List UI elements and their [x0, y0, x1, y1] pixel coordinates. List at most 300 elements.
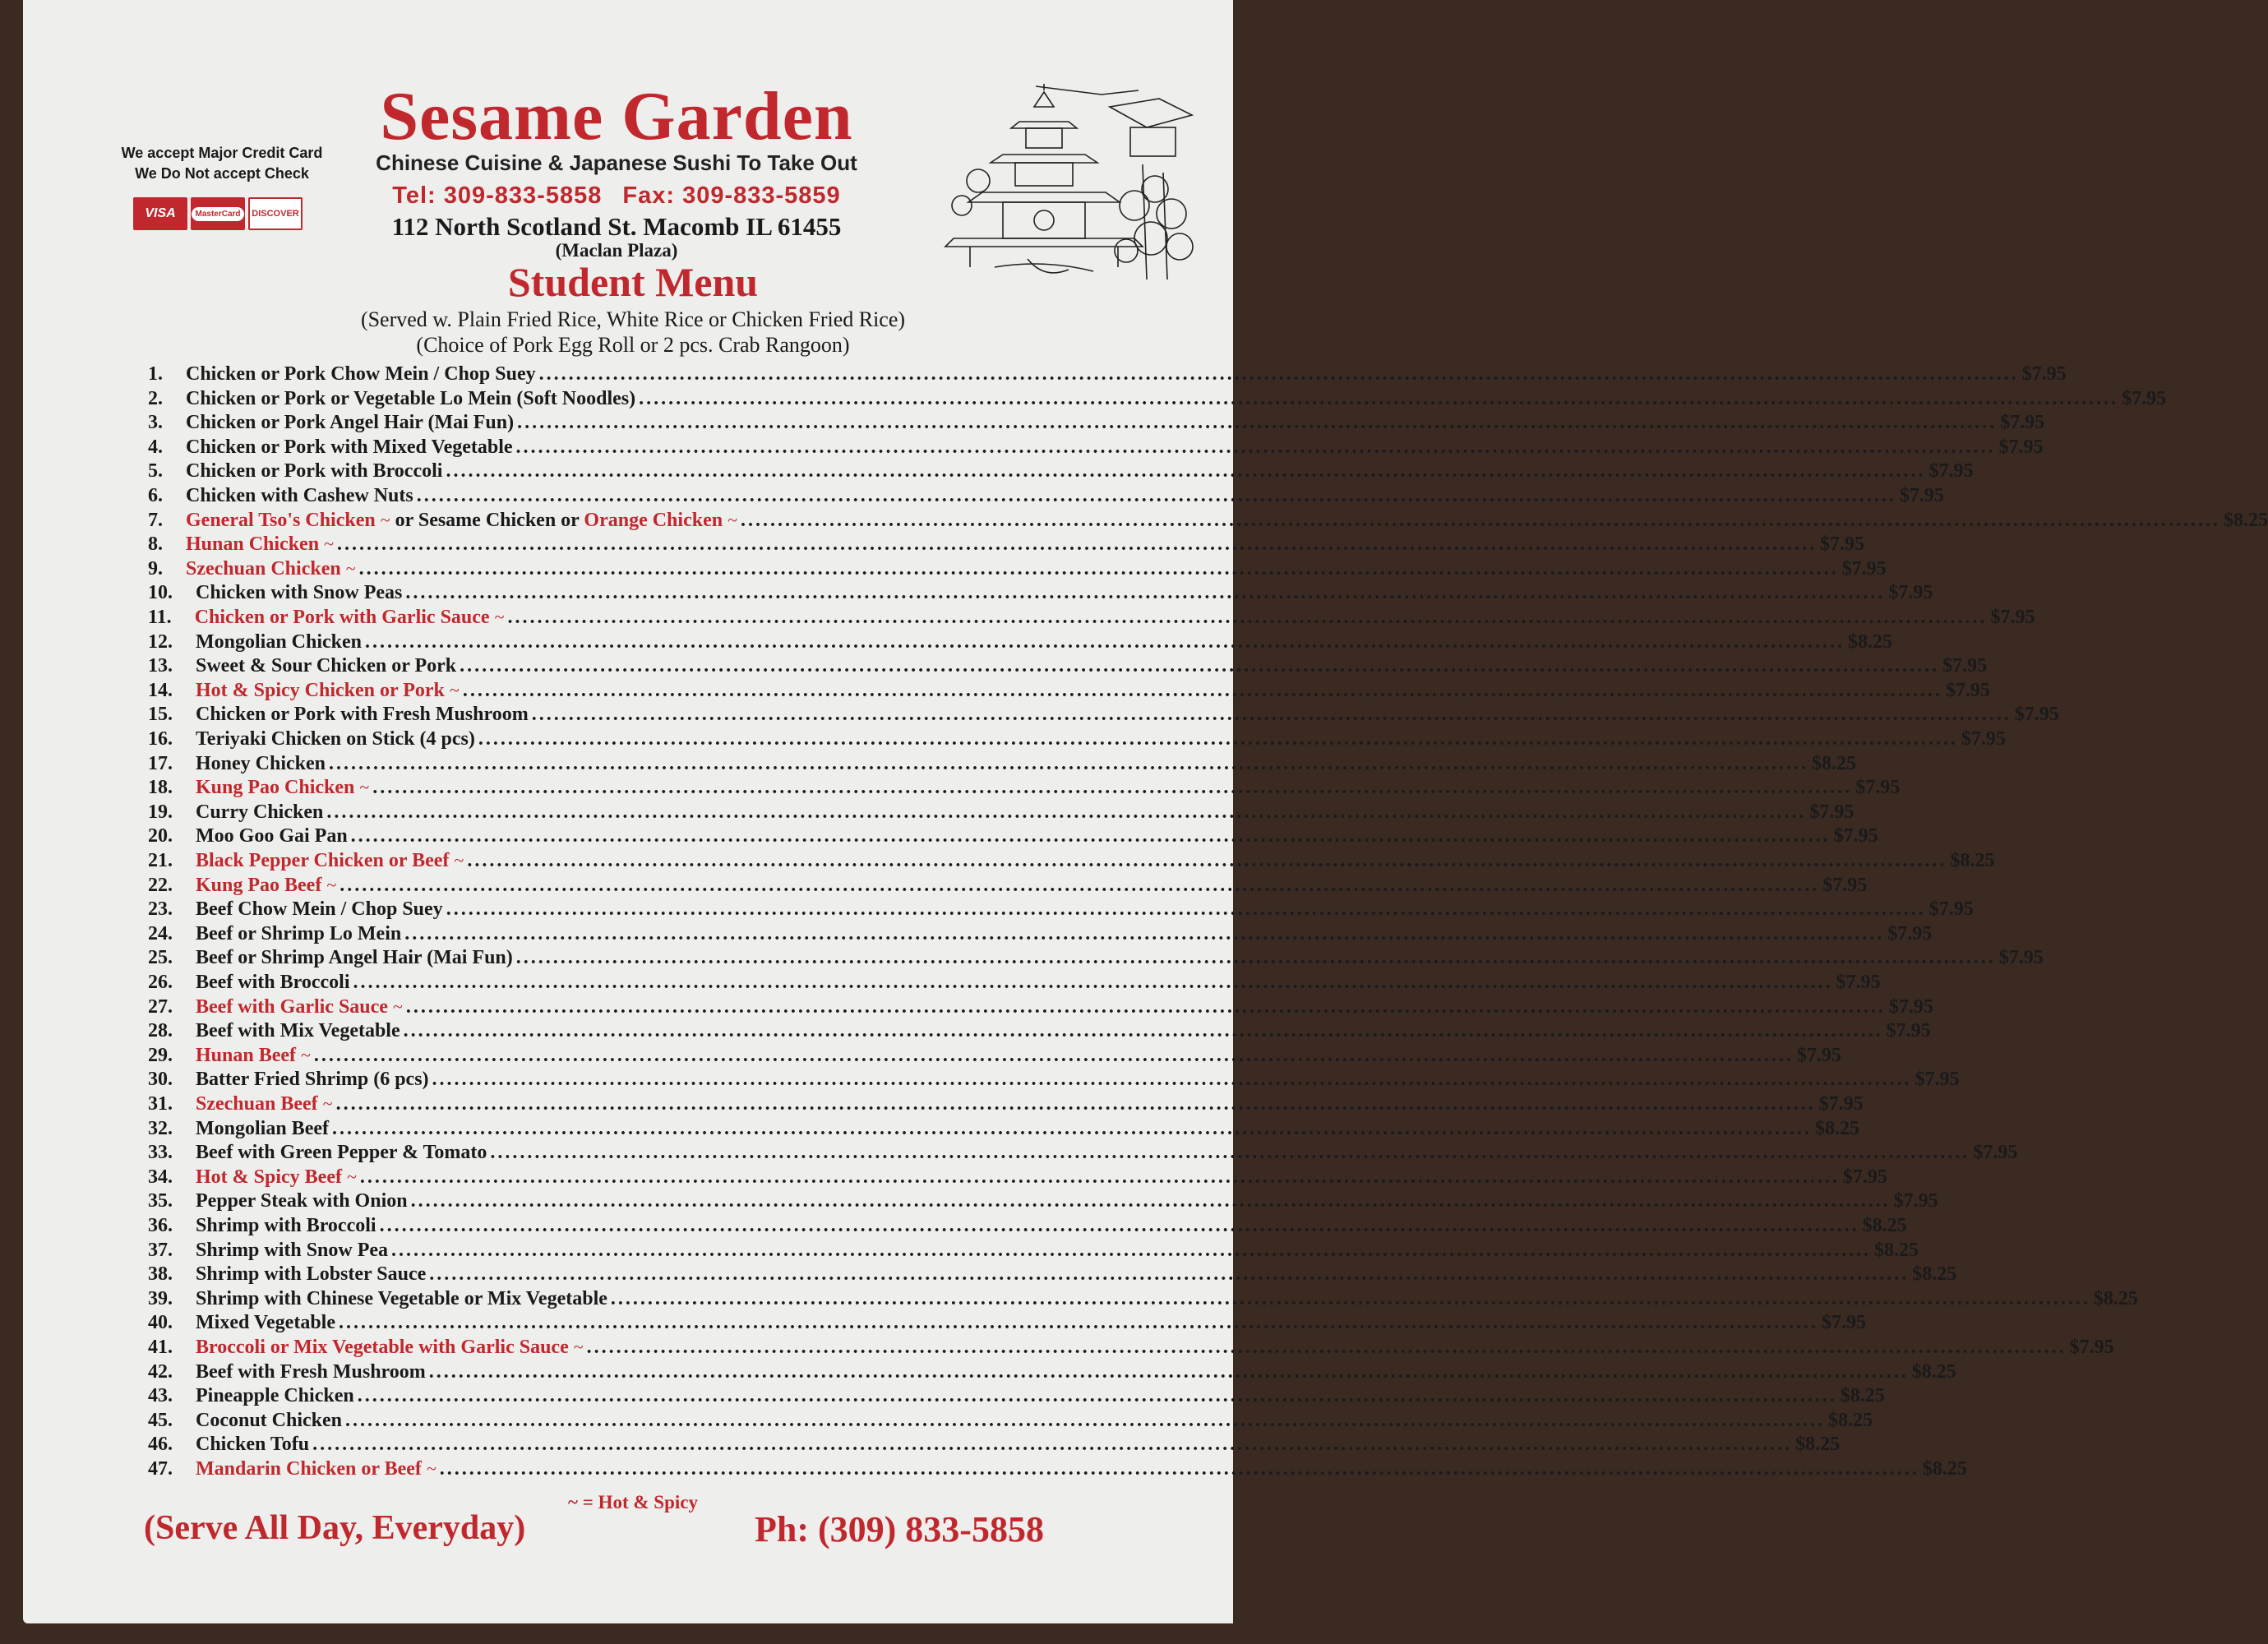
item-price: $7.95 — [1998, 947, 2044, 969]
item-number: 33. — [148, 1142, 173, 1164]
item-price: $7.95 — [1819, 533, 1864, 556]
leader-dots: ........................................................................................................................................................................................................ — [460, 655, 1940, 677]
credit-card-note: We accept Major Credit Card — [121, 145, 323, 161]
item-name-part: Kung Pao Beef — [196, 874, 322, 896]
menu-item — [148, 1409, 1873, 1434]
item-name-part: Chicken or Pork or Vegetable Lo Mein (Soft Noodles) — [186, 387, 636, 409]
menu-item — [148, 704, 2059, 728]
hot-spicy-icon: ~ — [392, 995, 403, 1017]
item-number: 14. — [148, 679, 173, 701]
item-price: $7.95 — [1855, 777, 1901, 799]
item-number: 3. — [148, 412, 163, 434]
leader-dots: ........................................................................................................................................................................................................ — [353, 972, 1833, 993]
item-name-part: or Sesame Chicken or — [390, 509, 584, 531]
item-name-part: Shrimp with Lobster Sauce — [196, 1263, 427, 1286]
menu-title: Student Menu — [507, 259, 759, 305]
item-name-part: Honey Chicken — [196, 752, 326, 774]
item-name-part: Black Pepper Chicken or Beef — [196, 850, 450, 871]
item-price: $7.95 — [1886, 1020, 1931, 1042]
item-number: 17. — [148, 752, 173, 774]
item-name-part: Beef or Shrimp Lo Mein — [196, 922, 402, 944]
item-number: 30. — [148, 1069, 173, 1091]
item-name — [196, 898, 443, 921]
leader-dots: ........................................................................................................................................................................................................ — [372, 777, 1853, 799]
leader-dots: ........................................................................................................................................................................................................ — [610, 1287, 2090, 1309]
menu-item — [148, 387, 2167, 413]
item-name-part: Curry Chicken — [196, 801, 324, 823]
leader-dots: ........................................................................................................................................................................................................ — [478, 728, 1958, 750]
hot-spicy-icon: ~ — [454, 850, 464, 870]
item-number: 16. — [148, 728, 173, 750]
item-number: 46. — [148, 1434, 173, 1456]
item-number: 13. — [148, 655, 173, 677]
leader-dots: ........................................................................................................................................................................................................ — [507, 607, 1988, 628]
leader-dots: ........................................................................................................................................................................................................ — [405, 582, 1886, 604]
menu-item — [148, 1287, 2138, 1313]
leader-dots: ........................................................................................................................................................................................................ — [335, 1093, 1816, 1115]
menu-item — [148, 1190, 1938, 1215]
item-price: $8.25 — [1922, 1458, 1967, 1480]
item-number: 6. — [148, 485, 163, 506]
menu-item — [148, 972, 1881, 996]
item-number: 12. — [148, 630, 173, 653]
item-name — [196, 875, 336, 897]
menu-item — [148, 485, 1944, 510]
check-note: We Do Not accept Check — [135, 165, 309, 182]
item-name-part: Beef or Shrimp Angel Hair (Mai Fun) — [196, 947, 513, 969]
plaza-name: (Maclan Plaza) — [555, 240, 678, 261]
item-name — [196, 728, 475, 750]
item-number: 34. — [148, 1166, 173, 1188]
item-name — [196, 825, 348, 847]
item-price: $7.95 — [1990, 607, 2035, 628]
menu-item — [148, 1337, 2114, 1361]
item-name — [196, 1020, 400, 1042]
leader-dots: ........................................................................................................................................................................................................ — [403, 1020, 1883, 1042]
footer-phone: Ph: (309) 833-5858 — [755, 1509, 1044, 1549]
item-price: $7.95 — [1809, 801, 1855, 823]
item-name — [196, 801, 323, 824]
item-name — [196, 1434, 309, 1456]
leader-dots: ........................................................................................................................................................................................................ — [515, 947, 1996, 969]
item-number: 25. — [148, 947, 173, 969]
item-name-part: Chicken or Pork with Mixed Vegetable — [186, 436, 513, 458]
item-name — [186, 558, 356, 580]
item-price: $8.25 — [1812, 752, 1857, 774]
restaurant-name: Sesame Garden — [380, 78, 853, 155]
item-name-part: Beef with Green Pepper & Tomato — [196, 1142, 487, 1164]
item-name — [186, 510, 737, 532]
item-price: $8.25 — [1874, 1239, 1919, 1261]
menu-item — [148, 728, 2006, 753]
visa-logo: VISA — [133, 197, 187, 230]
item-number: 20. — [148, 825, 173, 847]
menu-item — [148, 1458, 1967, 1483]
item-name-part: Batter Fried Shrimp (6 pcs) — [196, 1069, 429, 1091]
item-name — [196, 1458, 437, 1480]
item-price: $7.95 — [1796, 1044, 1841, 1066]
leader-dots: ........................................................................................................................................................................................................ — [531, 704, 2012, 726]
item-number: 28. — [148, 1020, 173, 1042]
menu-item — [148, 922, 1933, 948]
item-name-part: Beef with Garlic Sauce — [196, 995, 388, 1018]
item-number: 41. — [148, 1337, 173, 1358]
leader-dots: ........................................................................................................................................................................................................ — [428, 1360, 1909, 1383]
menu-item — [148, 801, 1855, 826]
item-name — [196, 947, 513, 969]
item-name-part: Pepper Steak with Onion — [196, 1190, 408, 1212]
item-number: 5. — [148, 460, 163, 483]
menu-item — [148, 1166, 1887, 1191]
item-name — [196, 1361, 426, 1383]
item-name — [186, 436, 513, 459]
leader-dots: ........................................................................................................................................................................................................ — [336, 533, 1817, 556]
menu-item — [148, 1360, 1956, 1386]
item-name — [196, 1166, 357, 1189]
item-price: $7.95 — [1888, 995, 1933, 1018]
menu-item — [148, 412, 2045, 436]
item-price: $7.95 — [1822, 874, 1868, 896]
item-price: $7.95 — [1833, 825, 1878, 847]
item-name — [196, 777, 369, 799]
item-number: 45. — [148, 1409, 173, 1431]
item-number: 7. — [148, 509, 163, 531]
item-name-part: Hot & Spicy Chicken or Pork — [196, 679, 445, 701]
menu-item — [148, 777, 1901, 801]
item-number: 4. — [148, 436, 163, 458]
item-number: 1. — [148, 363, 163, 385]
item-number: 23. — [148, 898, 173, 921]
item-name — [196, 850, 464, 872]
menu-item — [148, 1069, 1960, 1093]
item-number: 36. — [148, 1215, 173, 1236]
leader-dots: ........................................................................................................................................................................................................ — [391, 1239, 1872, 1261]
menu-item — [148, 1434, 1841, 1458]
leader-dots: ........................................................................................................................................................................................................ — [340, 874, 1820, 896]
menu-item — [148, 533, 1864, 558]
item-name-part: Shrimp with Broccoli — [196, 1215, 376, 1236]
item-name-part: Moo Goo Gai Pan — [196, 825, 348, 847]
item-name — [186, 485, 413, 507]
item-price: $8.25 — [1848, 630, 1893, 653]
item-name-part: Beef with Broccoli — [196, 972, 350, 993]
item-name-part: Chicken or Pork Angel Hair (Mai Fun) — [186, 412, 515, 434]
menu-item — [148, 607, 2035, 631]
item-number: 39. — [148, 1287, 173, 1309]
item-number: 31. — [148, 1093, 173, 1115]
item-name-part: Beef Chow Mein / Chop Suey — [196, 898, 443, 921]
item-number: 15. — [148, 704, 173, 726]
item-name — [196, 582, 402, 604]
leader-dots: ........................................................................................................................................................................................................ — [326, 801, 1807, 823]
item-number: 29. — [148, 1044, 173, 1066]
leader-dots: ........................................................................................................................................................................................................ — [432, 1069, 1912, 1091]
leader-dots: ........................................................................................................................................................................................................ — [358, 557, 1839, 580]
item-name-part: Sweet & Sour Chicken or Pork — [196, 655, 457, 677]
item-number: 18. — [148, 777, 173, 799]
tagline: Chinese Cuisine & Japanese Sushi To Take Out — [376, 150, 857, 175]
item-name-part: Kung Pao Chicken — [196, 777, 355, 799]
item-price: $7.95 — [1841, 557, 1887, 580]
menu-item — [148, 1020, 1931, 1045]
item-price: $8.25 — [1840, 1385, 1885, 1407]
leader-dots: ........................................................................................................................................................................................................ — [329, 752, 1809, 774]
leader-dots: ........................................................................................................................................................................................................ — [365, 630, 1845, 653]
hot-spicy-icon: ~ — [426, 1458, 437, 1479]
item-price: $8.25 — [1795, 1434, 1841, 1456]
item-name — [186, 460, 442, 483]
pagoda-illustration — [945, 82, 1200, 284]
menu-item — [148, 655, 1988, 680]
tel-number: Tel: 309-833-5858 — [392, 182, 603, 209]
item-name — [196, 1337, 584, 1359]
serve-all-day: (Serve All Day, Everyday) — [144, 1509, 526, 1547]
leader-dots: ........................................................................................................................................................................................................ — [446, 898, 1926, 921]
item-name — [195, 607, 505, 629]
item-price: $8.25 — [2223, 509, 2268, 531]
leader-dots: ........................................................................................................................................................................................................ — [332, 1117, 1812, 1139]
item-name-part: Shrimp with Chinese Vegetable or Mix Vegetable — [196, 1287, 607, 1309]
mastercard-logo: MasterCard — [191, 197, 245, 230]
address: 112 North Scotland St. Macomb IL 61455 — [391, 212, 842, 241]
item-price: $7.95 — [1973, 1142, 2018, 1164]
menu-item — [148, 752, 1857, 778]
item-name — [196, 753, 326, 775]
menu-item — [148, 1239, 1919, 1264]
item-name — [196, 655, 456, 677]
item-name — [196, 1410, 342, 1432]
item-name-part: Szechuan Chicken — [186, 557, 341, 580]
discover-logo: DISCOVER — [248, 197, 303, 230]
item-name-part: Mixed Vegetable — [196, 1312, 335, 1334]
leader-dots: ........................................................................................................................................................................................................ — [313, 1044, 1794, 1066]
hot-spicy-icon: ~ — [345, 557, 356, 579]
item-price: $8.25 — [1912, 1263, 1957, 1286]
leader-dots: ........................................................................................................................................................................................................ — [357, 1385, 1837, 1407]
item-number: 19. — [148, 801, 173, 823]
item-name-part: Pineapple Chicken — [196, 1385, 354, 1407]
leader-dots: ........................................................................................................................................................................................................ — [462, 679, 1942, 701]
leader-dots: ........................................................................................................................................................................................................ — [586, 1337, 2067, 1358]
item-name-part: Mandarin Chicken or Beef — [196, 1458, 422, 1480]
item-name — [196, 1142, 487, 1164]
item-name — [196, 631, 362, 653]
item-name-part: Chicken or Pork with Garlic Sauce — [194, 607, 490, 628]
leader-dots: ........................................................................................................................................................................................................ — [515, 436, 1996, 458]
hot-spicy-icon: ~ — [568, 1492, 578, 1512]
item-name — [186, 388, 635, 410]
menu-item — [148, 582, 1933, 607]
item-name — [196, 1190, 408, 1212]
menu-item — [148, 1215, 1907, 1240]
item-number: 40. — [148, 1312, 173, 1334]
item-price: $7.95 — [1821, 1312, 1866, 1334]
item-number: 37. — [148, 1239, 173, 1261]
item-number: 24. — [148, 922, 173, 944]
item-number: 38. — [148, 1263, 173, 1286]
hot-spicy-icon: ~ — [359, 777, 370, 798]
item-number: 2. — [148, 387, 163, 409]
item-price: $7.95 — [1842, 1166, 1887, 1188]
item-price: $7.95 — [1928, 460, 1974, 483]
item-price: $8.25 — [1950, 850, 1995, 871]
item-number: 11. — [148, 607, 172, 628]
item-name-part: Coconut Chicken — [196, 1409, 343, 1431]
item-name — [196, 1263, 426, 1286]
item-price: $8.25 — [2093, 1287, 2138, 1309]
item-number: 43. — [148, 1385, 173, 1407]
item-name-part: Hunan Chicken — [186, 533, 320, 556]
leader-dots: ........................................................................................................................................................................................................ — [404, 922, 1885, 944]
item-name-part: Mongolian Beef — [196, 1117, 329, 1139]
leader-dots: ........................................................................................................................................................................................................ — [429, 1263, 1910, 1286]
hot-spicy-icon: ~ — [449, 679, 460, 700]
item-price: $7.95 — [2069, 1337, 2114, 1358]
menu-item — [148, 995, 1933, 1021]
hot-spicy-icon: ~ — [324, 533, 334, 555]
menu-item — [148, 630, 1893, 656]
menu-item — [148, 874, 1868, 899]
item-number: 22. — [148, 874, 173, 896]
leader-dots: ........................................................................................................................................................................................................ — [467, 850, 1947, 871]
menu-item — [148, 1263, 1957, 1288]
served-with-note — [0, 307, 1266, 358]
item-name — [196, 972, 350, 994]
menu-item — [148, 557, 1887, 583]
item-price: $7.95 — [1998, 436, 2044, 458]
leader-dots: ........................................................................................................................................................................................................ — [439, 1458, 1919, 1480]
leader-dots: ........................................................................................................................................................................................................ — [538, 363, 2019, 385]
leader-dots: ........................................................................................................................................................................................................ — [446, 460, 1926, 483]
hot-spicy-icon: ~ — [326, 874, 337, 895]
item-number: 26. — [148, 972, 173, 993]
item-name-part: Szechuan Beef — [196, 1093, 318, 1115]
item-name — [196, 704, 529, 726]
menu-item — [148, 1142, 2018, 1166]
item-price: $7.95 — [1836, 972, 1881, 993]
item-number: 8. — [148, 533, 163, 556]
menu-item — [148, 898, 1974, 923]
item-name — [196, 1240, 388, 1262]
item-name — [186, 363, 536, 386]
leader-dots: ........................................................................................................................................................................................................ — [379, 1215, 1859, 1236]
hot-spicy-icon: ~ — [380, 509, 390, 530]
menu-item — [148, 363, 2067, 388]
item-price: $7.95 — [1945, 679, 1990, 701]
item-name — [196, 1215, 376, 1237]
item-name-part: Chicken or Pork with Fresh Mushroom — [196, 704, 529, 726]
leader-dots: ........................................................................................................................................................................................................ — [359, 1166, 1840, 1188]
menu-item — [148, 850, 1995, 875]
item-name-part: Teriyaki Chicken on Stick (4 pcs) — [196, 728, 475, 750]
menu-item — [148, 1093, 1864, 1118]
item-price: $8.25 — [1911, 1360, 1956, 1383]
item-name-part: Chicken Tofu — [196, 1434, 310, 1456]
hot-spicy-icon: ~ — [322, 1093, 333, 1114]
leader-dots: ........................................................................................................................................................................................................ — [639, 387, 2119, 409]
menu-item — [148, 679, 1990, 704]
leader-dots: ........................................................................................................................................................................................................ — [517, 412, 1998, 434]
item-price: $7.95 — [1961, 728, 2006, 750]
item-price: $7.95 — [1915, 1069, 1960, 1091]
item-price: $7.95 — [1942, 655, 1988, 677]
hot-spicy-icon: ~ — [346, 1166, 357, 1187]
item-name — [196, 923, 401, 945]
item-number: 42. — [148, 1360, 173, 1383]
item-name-part: Shrimp with Snow Pea — [196, 1239, 389, 1261]
item-name — [196, 1288, 607, 1310]
item-price: $7.95 — [1818, 1093, 1864, 1115]
item-price: $7.95 — [1887, 922, 1933, 944]
item-name — [196, 996, 403, 1018]
item-name — [196, 680, 460, 702]
item-number: 21. — [148, 850, 173, 871]
menu-item — [148, 1312, 1866, 1337]
leader-dots: ........................................................................................................................................................................................................ — [740, 509, 2220, 531]
hot-spicy-icon: ~ — [728, 509, 737, 530]
menu-item — [148, 1117, 1859, 1143]
item-price: $7.95 — [2122, 387, 2167, 409]
item-name-part: Chicken with Snow Peas — [196, 582, 403, 604]
leader-dots: ........................................................................................................................................................................................................ — [410, 1190, 1891, 1212]
menu-item — [148, 947, 2044, 972]
item-number: 9. — [148, 557, 163, 580]
item-name-part: Chicken or Pork Chow Mein / Chop Suey — [186, 363, 536, 385]
item-price: $8.25 — [1815, 1117, 1859, 1139]
item-price: $7.95 — [1888, 582, 1933, 604]
fax-number: Fax: 309-833-5859 — [622, 182, 841, 209]
item-price: $8.25 — [1828, 1409, 1873, 1431]
item-name — [186, 412, 514, 434]
menu-item — [148, 1044, 1841, 1069]
item-number: 35. — [148, 1190, 173, 1212]
item-price: $8.25 — [1862, 1215, 1907, 1236]
item-name — [196, 1118, 329, 1140]
leader-dots: ........................................................................................................................................................................................................ — [350, 825, 1831, 847]
menu-item — [148, 1385, 1885, 1410]
item-price: $7.95 — [2000, 412, 2045, 434]
item-price: $7.95 — [1928, 898, 1974, 921]
item-name-part: Beef with Mix Vegetable — [196, 1020, 400, 1042]
served-with-rice: (Served w. Plain Fried Rice, White Rice or Chicken Fried Rice) — [360, 307, 906, 331]
item-name — [196, 1045, 311, 1067]
item-name-part: Broccoli or Mix Vegetable with Garlic Sauce — [196, 1337, 569, 1358]
legend-label: = Hot & Spicy — [582, 1492, 698, 1512]
item-name — [196, 1069, 429, 1091]
item-number: 27. — [148, 995, 173, 1018]
item-price: $7.95 — [1893, 1190, 1938, 1212]
leader-dots: ........................................................................................................................................................................................................ — [405, 995, 1886, 1018]
item-name-part: Chicken with Cashew Nuts — [186, 485, 413, 506]
item-number: 10. — [148, 582, 173, 604]
leader-dots: ........................................................................................................................................................................................................ — [416, 485, 1896, 506]
item-name-part: Orange Chicken — [584, 509, 723, 531]
item-name-part: Beef with Fresh Mushroom — [196, 1360, 426, 1383]
menu-item — [148, 436, 2044, 461]
item-name-part: Mongolian Chicken — [196, 630, 363, 653]
item-name-part: Hunan Beef — [196, 1044, 297, 1066]
item-number: 32. — [148, 1117, 173, 1139]
menu-item — [148, 509, 2268, 534]
leader-dots: ........................................................................................................................................................................................................ — [490, 1142, 1970, 1164]
menu-item — [148, 460, 1974, 485]
item-name-part: General Tso's Chicken — [186, 509, 376, 531]
leader-dots: ........................................................................................................................................................................................................ — [338, 1312, 1818, 1334]
item-name-part: Chicken or Pork with Broccoli — [186, 460, 443, 483]
item-name — [196, 1312, 335, 1334]
hot-spicy-icon: ~ — [573, 1337, 584, 1357]
item-name — [186, 533, 334, 556]
